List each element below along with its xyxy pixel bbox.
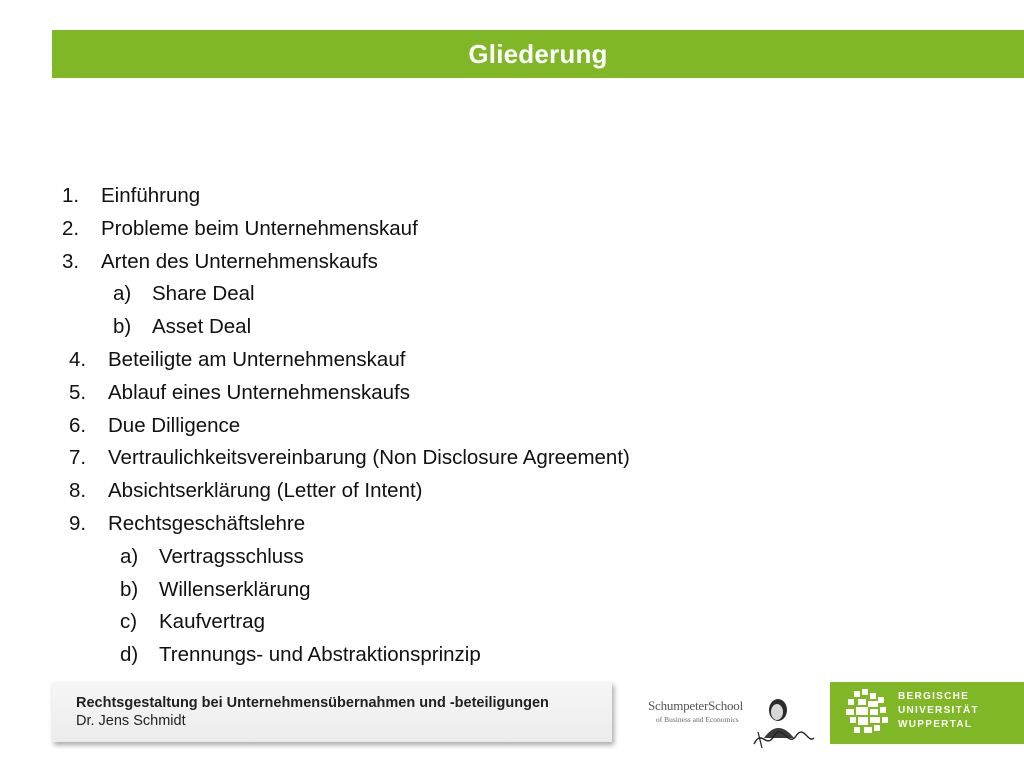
outline-number: a) (113, 282, 132, 306)
schumpeter-logo-subtitle: of Business and Economics (656, 715, 739, 724)
university-name (898, 690, 979, 732)
outline-subitem-9c (0, 606, 1024, 639)
outline-number: a) (120, 544, 139, 568)
outline-text: Beteiligte am Unternehmenskauf (108, 347, 406, 371)
outline-text: Ablauf eines Unternehmenskaufs (108, 380, 410, 404)
outline-text: Vertraulichkeitsvereinbarung (Non Disclosure Agreement) (108, 446, 630, 470)
university-logo-box (830, 682, 1024, 744)
footer-author: Dr. Jens Schmidt (76, 713, 186, 729)
outline-list (0, 180, 1024, 672)
outline-subitem-3b (0, 311, 1024, 344)
outline-number: c) (120, 610, 138, 634)
outline-number: 5. (69, 380, 87, 404)
outline-subitem-3a (0, 278, 1024, 311)
outline-subitem-9b (0, 574, 1024, 607)
outline-subitem-9a (0, 541, 1024, 574)
outline-item-5 (0, 377, 1024, 410)
outline-number: 7. (69, 446, 87, 470)
outline-text: Willenserklärung (159, 577, 311, 601)
outline-number: 1. (62, 184, 80, 207)
university-name-line1: BERGISCHE (898, 691, 970, 702)
outline-text: Asset Deal (152, 315, 252, 339)
outline-text: Share Deal (152, 282, 255, 306)
outline-text: Rechtsgeschäftslehre (108, 511, 306, 535)
slide-title-bar (52, 30, 1024, 78)
outline-number: 4. (69, 347, 87, 371)
portrait-signature-icon (748, 692, 818, 752)
outline-item-3 (0, 246, 1024, 279)
outline-text: Kaufvertrag (159, 610, 265, 634)
outline-number: 8. (69, 479, 87, 503)
outline-item-7 (0, 442, 1024, 475)
outline-text: Due Dilligence (108, 413, 241, 437)
outline-text: Trennungs- und Abstraktionsprinzip (159, 643, 481, 667)
outline-item-4 (0, 344, 1024, 377)
outline-item-6 (0, 410, 1024, 443)
outline-number: b) (113, 315, 132, 339)
outline-item-9 (0, 508, 1024, 541)
outline-text: Einführung (101, 184, 201, 207)
footer-course-title: Rechtsgestaltung bei Unternehmensübernahmen und -beteiligungen (76, 695, 549, 711)
outline-text: Arten des Unternehmenskaufs (101, 249, 378, 273)
outline-text: Absichtserklärung (Letter of Intent) (108, 479, 423, 503)
outline-item-2 (0, 213, 1024, 246)
lion-crest-icon (840, 687, 892, 739)
university-name-line2: UNIVERSITÄT (898, 705, 979, 716)
outline-number: d) (120, 643, 139, 667)
outline-number: 2. (62, 216, 80, 240)
outline-item-1 (0, 180, 1024, 213)
schumpeter-school-logo (648, 694, 818, 754)
outline-item-8 (0, 475, 1024, 508)
slide-title: Gliederung (468, 38, 608, 69)
footer-course-box (52, 682, 612, 742)
outline-number: b) (120, 577, 139, 601)
schumpeter-logo-name: SchumpeterSchool (648, 698, 744, 713)
outline-text: Probleme beim Unternehmenskauf (101, 216, 418, 240)
university-name-line3: WUPPERTAL (898, 719, 973, 730)
outline-number: 3. (62, 249, 80, 273)
outline-subitem-9d (0, 639, 1024, 672)
outline-number: 9. (69, 511, 87, 535)
outline-text: Vertragsschluss (159, 544, 304, 568)
outline-number: 6. (69, 413, 87, 437)
